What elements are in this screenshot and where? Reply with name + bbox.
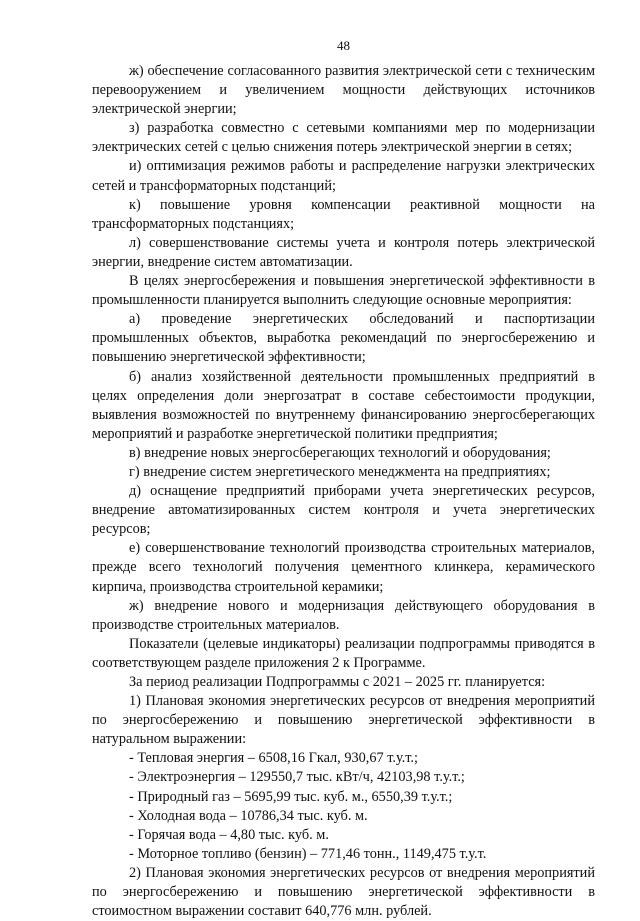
document-page: [92, 38, 595, 921]
paragraph-v-new-technologies: в) внедрение новых энергосберегающих технологий и оборудования;: [129, 444, 551, 461]
list-item-electricity: - Электроэнергия – 129550,7 тыс. кВт/ч, 42103,98 т.у.т.;: [129, 769, 465, 786]
paragraph-natural-savings: 1) Плановая экономия энергетических ресурсов от внедрения мероприятий по энергосбережению и повышению энергетической эффективности в натуральном выражении:: [92, 693, 595, 748]
page-number: 48: [337, 38, 350, 53]
paragraph-period-plan: За период реализации Подпрограммы с 2021 – 2025 гг. планируется:: [129, 674, 546, 690]
paragraph-k-reactive-power: к) повышение уровня компенсации реактивной мощности на трансформаторных подстанциях;: [92, 196, 595, 232]
paragraph-d-metering: д) оснащение предприятий приборами учета энергетических ресурсов, внедрение автоматизированных систем контроля и учета энергетических ресурсов;: [92, 483, 595, 538]
paragraph-g-energy-management: г) внедрение систем энергетического менеджмента на предприятиях;: [129, 463, 551, 480]
paragraph-b-economic-analysis: б) анализ хозяйственной деятельности промышленных предприятий в целях определения доли энергозатрат в составе себестоимости продукции, выявления возможностей по внутреннему финансированию энергосберегающих мероприятий и разработке энергетической политики предприятия;: [92, 368, 595, 442]
list-item-hot-water: - Горячая вода – 4,80 тыс. куб. м.: [129, 826, 329, 843]
paragraph-a-energy-audits: а) проведение энергетических обследований и паспортизации промышленных объектов, выработка рекомендаций по энергосбережению и повышению энергетической эффективности;: [92, 311, 595, 366]
paragraph-e-building-materials: е) совершенствование технологий производства строительных материалов, прежде всего технологий получения цементного клинкера, керамического кирпича, производства строительной керамики;: [92, 540, 595, 595]
paragraph-z-network-modernization: з) разработка совместно с сетевыми компаниями мер по модернизации электрических сетей с целью снижения потерь электрической энергии в сетях;: [92, 120, 595, 156]
document-body: [92, 62, 595, 921]
paragraph-indicators: Показатели (целевые индикаторы) реализации подпрограммы приводятся в соответствующем разделе приложения 2 к Программе.: [92, 635, 595, 671]
list-item-cold-water: - Холодная вода – 10786,34 тыс. куб. м.: [129, 807, 368, 824]
list-item-heat-energy: - Тепловая энергия – 6508,16 Гкал, 930,67 т.у.т.;: [129, 750, 418, 767]
list-item-motor-fuel: - Моторное топливо (бензин) – 771,46 тонн., 1149,475 т.у.т.: [129, 845, 487, 862]
paragraph-i-load-optimization: и) оптимизация режимов работы и распределение нагрузки электрических сетей и трансформаторных подстанций;: [92, 158, 595, 194]
paragraph-cost-savings: 2) Плановая экономия энергетических ресурсов от внедрения мероприятий по энергосбережению и повышению энергетической эффективности в стоимостном выражении составит 640,776 млн. рублей.: [92, 864, 595, 920]
paragraph-industry-intro: В целях энергосбережения и повышения энергетической эффективности в промышленности планируется выполнить следующие основные мероприятия:: [92, 273, 595, 309]
paragraph-l-loss-control: л) совершенствование системы учета и контроля потерь электрической энергии, внедрение систем автоматизации.: [92, 234, 595, 270]
paragraph-zh-equipment: ж) внедрение нового и модернизация действующего оборудования в производстве строительных материалов.: [92, 597, 595, 633]
paragraph-zh-grid-development: ж) обеспечение согласованного развития электрической сети с техническим перевооружением и увеличением мощности действующих источников электрической энергии;: [92, 63, 595, 118]
list-item-natural-gas: - Природный газ – 5695,99 тыс. куб. м., 6550,39 т.у.т.;: [129, 788, 453, 805]
